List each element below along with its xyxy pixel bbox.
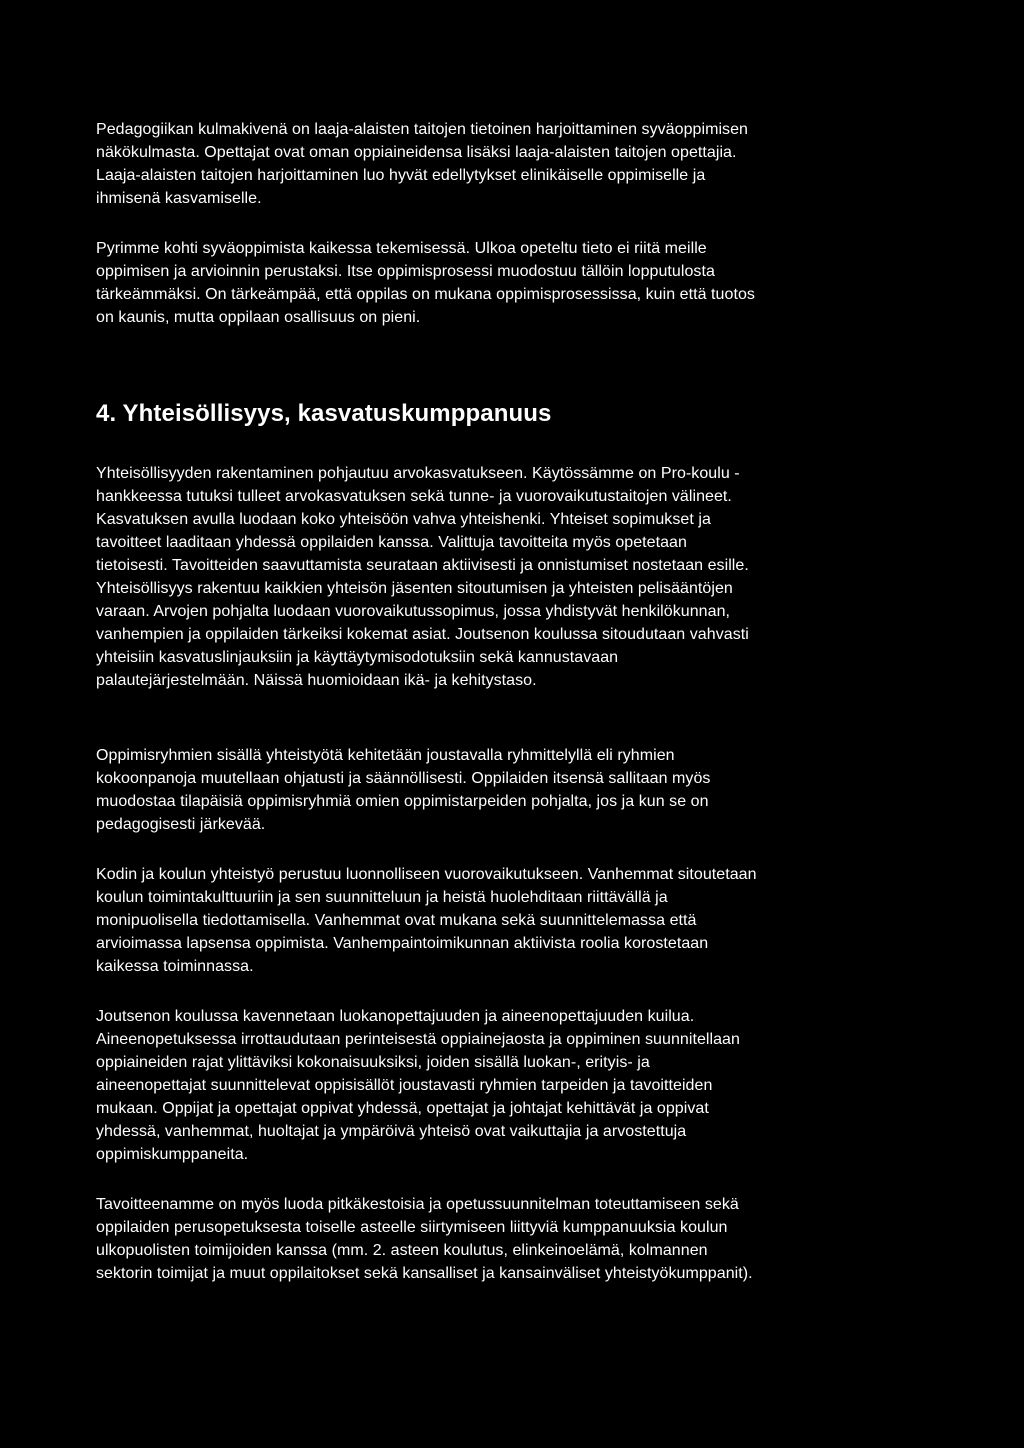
text-line: Yhteisöllisyyden rakentaminen pohjautuu arvokasvatukseen. Käytössämme on Pro-koulu - bbox=[96, 465, 740, 482]
text-line: Aineenopetuksessa irrottaudutaan perinteisestä oppiainejaosta ja oppiminen suunnitellaan bbox=[96, 1031, 740, 1048]
section-heading: 4. Yhteisöllisyys, kasvatuskumppanuus bbox=[96, 400, 552, 427]
paragraph-gap bbox=[96, 1166, 956, 1193]
text-line: arvioimassa lapsensa oppimista. Vanhempaintoimikunnan aktiivista roolia korostetaan bbox=[96, 935, 709, 952]
text-line: Kasvatuksen avulla luodaan koko yhteisöön vahva yhteishenki. Yhteiset sopimukset ja bbox=[96, 511, 711, 528]
text-line: tärkeämmäksi. On tärkeämpää, että oppilas on mukana oppimisprosessissa, kuin että tuotos bbox=[96, 286, 755, 303]
text-line: Tavoitteenamme on myös luoda pitkäkestoisia ja opetussuunnitelman toteuttamiseen sekä bbox=[96, 1196, 739, 1213]
text-line: Pyrimme kohti syväoppimista kaikessa tekemisessä. Ulkoa opeteltu tieto ei riitä meille bbox=[96, 240, 707, 257]
text-line: Laaja-alaisten taitojen harjoittaminen luo hyvät edellytykset elinikäiselle oppimiselle ja bbox=[96, 167, 706, 184]
paragraph-deep-learning bbox=[96, 237, 956, 329]
text-line: Kodin ja koulun yhteistyö perustuu luonnolliseen vuorovaikutukseen. Vanhemmat sitoutetaan bbox=[96, 866, 757, 883]
text-line: monipuolisella tiedottamisella. Vanhemmat ovat mukana sekä suunnittelemassa että bbox=[96, 912, 697, 929]
text-line: muodostaa tilapäisiä oppimisryhmiä omien oppimistarpeiden pohjalta, jos ja kun se on bbox=[96, 793, 709, 810]
paragraph-grouping bbox=[96, 744, 956, 836]
document-page bbox=[96, 118, 956, 1285]
text-line: tietoisesti. Tavoitteiden saavuttamista seurataan aktiivisesti ja onnistumiset nostetaan esille. bbox=[96, 557, 749, 574]
paragraph-gap bbox=[96, 978, 956, 1005]
text-line: oppimisen ja arvioinnin perustaksi. Itse oppimisprosessi muodostuu tällöin lopputulosta bbox=[96, 263, 715, 280]
section-gap bbox=[96, 329, 956, 399]
text-line: hankkeessa tutuksi tulleet arvokasvatuksen sekä tunne- ja vuorovaikutustaitojen välineet. bbox=[96, 488, 732, 505]
text-line: on kaunis, mutta oppilaan osallisuus on pieni. bbox=[96, 309, 421, 326]
text-line: yhteisiin kasvatuslinjauksiin ja käyttäytymisodotuksiin sekä kannustavaan bbox=[96, 649, 619, 666]
text-line: ulkopuolisten toimijoiden kanssa (mm. 2. asteen koulutus, elinkeinoelämä, kolmannen bbox=[96, 1242, 708, 1259]
paragraph-gap bbox=[96, 836, 956, 863]
text-line: oppilaiden perusopetuksesta toiselle asteelle siirtymiseen liittyviä kumppanuuksia koulun bbox=[96, 1219, 728, 1236]
text-line: näkökulmasta. Opettajat ovat oman oppiaineidensa lisäksi laaja-alaisten taitojen opettajia. bbox=[96, 144, 737, 161]
text-line: palautejärjestelmään. Näissä huomioidaan ikä- ja kehitystaso. bbox=[96, 672, 537, 689]
text-line: Joutsenon koulussa kavennetaan luokanopettajuuden ja aineenopettajuuden kuilua. bbox=[96, 1008, 695, 1025]
paragraph-partnerships bbox=[96, 1193, 956, 1285]
text-line: mukaan. Oppijat ja opettajat oppivat yhdessä, opettajat ja johtajat kehittävät ja oppivat bbox=[96, 1100, 709, 1117]
text-line: ihmisenä kasvamiselle. bbox=[96, 190, 262, 207]
text-line: oppimiskumppaneita. bbox=[96, 1146, 249, 1163]
text-line: oppiaineiden rajat ylittäviksi kokonaisuuksiksi, joiden sisällä luokan-, erityis- ja bbox=[96, 1054, 650, 1071]
text-line: tavoitteet laaditaan yhdessä oppilaiden kanssa. Valittuja tavoitteita myös opetetaan bbox=[96, 534, 687, 551]
text-line: Yhteisöllisyys rakentuu kaikkien yhteisön jäsenten sitoutumisen ja yhteisten pelisääntöjen bbox=[96, 580, 733, 597]
text-line: kaikessa toiminnassa. bbox=[96, 958, 254, 975]
text-line: aineenopettajat suunnittelevat oppisisällöt joustavasti ryhmien tarpeiden ja tavoitteiden bbox=[96, 1077, 713, 1094]
paragraph-teaching bbox=[96, 1005, 956, 1166]
paragraph-pedagogy bbox=[96, 118, 956, 210]
text-line: koulun toimintakulttuuriin ja sen suunnitteluun ja heistä huolehditaan riittävällä ja bbox=[96, 889, 668, 906]
paragraph-gap bbox=[96, 210, 956, 237]
paragraph-gap bbox=[96, 692, 956, 744]
text-line: Pedagogiikan kulmakivenä on laaja-alaisten taitojen tietoinen harjoittaminen syväoppimisen bbox=[96, 121, 749, 138]
text-line: vanhempien ja oppilaiden tärkeiksi kokemat asiat. Joutsenon koulussa sitoudutaan vahvasti bbox=[96, 626, 749, 643]
text-line: kokoonpanoja muutellaan ohjatusti ja säännöllisesti. Oppilaiden itsensä sallitaan myös bbox=[96, 770, 711, 787]
text-line: pedagogisesti järkevää. bbox=[96, 816, 266, 833]
text-line: varaan. Arvojen pohjalta luodaan vuorovaikutussopimus, jossa yhdistyvät henkilökunnan, bbox=[96, 603, 731, 620]
text-line: sektorin toimijat ja muut oppilaitokset sekä kansalliset ja kansainväliset yhteistyökumppanit). bbox=[96, 1265, 753, 1282]
text-line: Oppimisryhmien sisällä yhteistyötä kehitetään joustavalla ryhmittelyllä eli ryhmien bbox=[96, 747, 675, 764]
paragraph-home-school bbox=[96, 863, 956, 978]
text-line: yhdessä, vanhemmat, huoltajat ja ympäröivä yhteisö ovat vaikuttajia ja arvostettuja bbox=[96, 1123, 687, 1140]
heading-gap bbox=[96, 429, 956, 462]
paragraph-community bbox=[96, 462, 956, 692]
